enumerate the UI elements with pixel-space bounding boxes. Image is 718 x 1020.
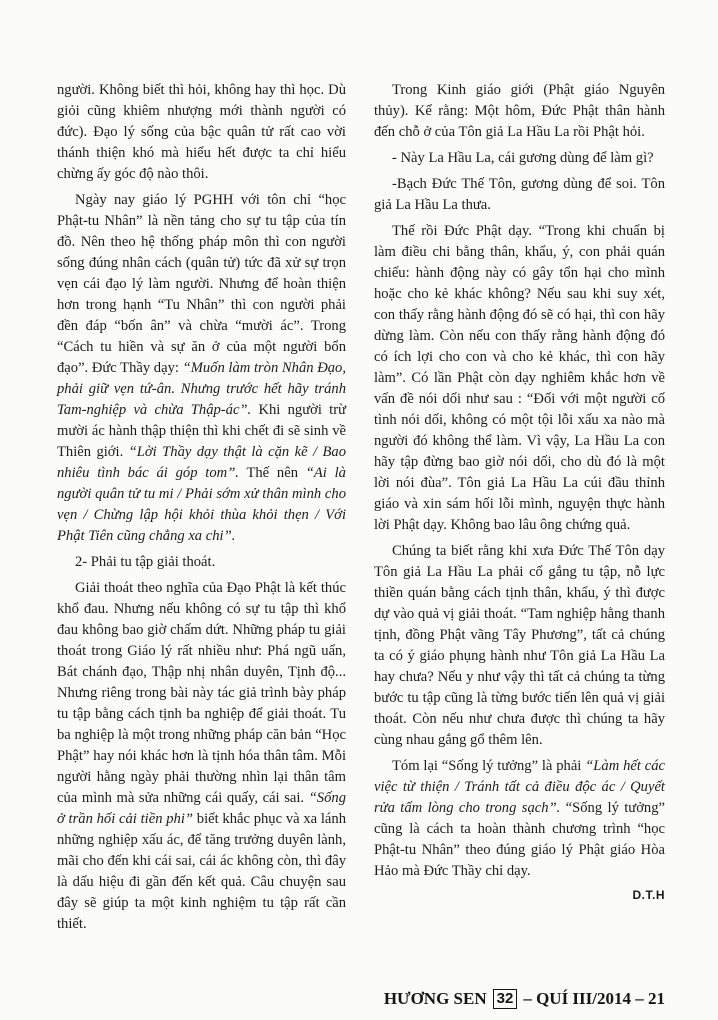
paragraph-text: Chúng ta biết rằng khi xưa Đức Thế Tôn dạy Tôn giả La Hầu La phải cố gắng tu tập, nỗ lực thiền quán bằng cách tịnh thân, khẩu, ý thì được dự vào quả vị giải thoát. “Tam nghiệp hằng thanh tịnh, đồng Phật vãng Tây Phương”, tất cả chúng ta có ý giáo phụng hành như Tôn giả La Hầu La hay chưa? Nếu y như vậy thì tất cả chúng ta từng bước tu tập cũng là từng bước tiến lên quả vị giải thoát. Còn nếu như chưa được thì chúng ta hãy cùng nhau gắng gổ thêm lên. [374,543,665,748]
paragraph-text: Trong Kinh giáo giới (Phật giáo Nguyên thủy). Kể rằng: Một hôm, Đức Phật thân hành đến chỗ ở của Tôn giả La Hầu La rồi Phật hỏi. [374,82,665,140]
dialogue-line [374,148,665,169]
issue-number-box: 32 [493,989,518,1009]
paragraph-pghh-teaching [57,190,346,547]
quote-text: “Ai là người quân tử tu mi / Phải sớm xử thân mình cho vẹn / Chừng lập hội khỏi thùa khỏi thẹn / Với Phật Tiên cũng chẳng xa chi”. [57,465,346,544]
quote-text: “Sống ở trần hối cải tiền phi” [57,790,346,827]
left-column [57,80,346,940]
quote-text: “Muốn làm tròn Nhân Đạo, phải giữ vẹn tứ-ân. Nhưng trước hết hãy tránh Tam-nghiệp và chừa Thập-ác”. [57,360,346,418]
author-signature: D.T.H [632,888,665,902]
paragraph-buddha-teaching [374,221,665,536]
quote-text: “Lời Thầy dạy thật là cặn kẽ / Bao nhiêu tình bác ái góp tom”. [57,444,346,481]
paragraph-text: “Sống lý tưởng” cũng là cách ta hoàn thành chương trình “học Phật-tu Nhân” theo đúng giáo lý Phật giáo Hòa Hảo mà Đức Thầy chỉ dạy. [374,800,665,879]
paragraph-text: - Này La Hầu La, cái gương dùng để làm gì? [392,150,654,166]
section-heading-text: 2- Phải tu tập giải thoát. [75,554,216,570]
paragraph-continuation [57,80,346,185]
dialogue-line [374,174,665,216]
page-footer [384,988,665,1010]
issue-and-page: – QUÍ III/2014 – 21 [523,989,665,1008]
quote-text: “Làm hết các việc từ thiện / Tránh tất cả điều độc ác / Quyết rửa tấm lòng cho trong sạch”. [374,758,665,816]
paragraph-text: Giải thoát theo nghĩa của Đạo Phật là kết thúc khổ đau. Nhưng nếu không có sự tu tập thì khổ đau không bao giờ chấm dứt. Những pháp tu giải thoát trong Giáo lý rất nhiều như: Phá ngũ uẩn, Bát chánh đạo, Thập nhị nhân duyên, Tịnh độ... Nhưng riêng trong bài này tác giả trình bày pháp tu tập bằng cách tịnh ba nghiệp để giải thoát. Tu ba nghiệp là một trong những pháp căn bản “Học Phật” hay nói khác hơn là tịnh hóa thân tâm. Mỗi người hằng ngày phải thường nhìn lại thân tâm của mình mà sửa những cái quấy, cái sai. [57,580,346,806]
paragraph-text: Khi người trừ mười ác hành thập thiện thì khi chết đi sẽ sinh về Thiên giới. [57,402,346,460]
paragraph-story-intro [374,80,665,143]
magazine-name: HƯƠNG SEN [383,989,487,1008]
paragraph-text: Ngày nay giáo lý PGHH với tôn chỉ “học Phật-tu Nhân” là nền tảng cho sự tu tập của tín đồ. Nên theo hệ thống pháp môn thì con người sống đúng nhân cách (quân tử) tức đã xử sự trọn vẹn cái đạo lý làm người. Nhưng để hoàn thiện hơn trong hạnh “Tu Nhân” thì con người phải đền đáp “bốn ân” và chừa “mười ác”. Trong “Cách tu hiền và sự ăn ở của một người bổn đạo”. Đức Thầy dạy: [57,192,346,376]
paragraph-conclusion [374,756,665,882]
section-heading [57,552,346,573]
paragraph-text: người. Không biết thì hỏi, không hay thì học. Dù giỏi cũng khiêm nhượng mới thành người có đức). Đạo lý sống của bậc quân tử rất cao vời thánh thiện khó mà hiểu hết được ta chỉ hiểu chừng ấy góc độ nào thôi. [57,82,346,182]
paragraph-text: -Bạch Đức Thế Tôn, gương dùng để soi. Tôn giả La Hầu La thưa. [374,176,665,213]
paragraph-text: Thế rồi Đức Phật dạy. “Trong khi chuẩn bị làm điều chi bằng thân, khẩu, ý, con phải quán chiếu: hành động này có gây tổn hại cho mình hoặc cho kẻ khác không? Nếu sau khi suy xét, con thấy rằng hành động đó sẽ có hại, thì con hãy dừng làm. Còn nếu con thấy rằng hành động đó có ích lợi cho con và cho kẻ khác, thì con hãy làm”. Có lần Phật còn dạy nghiêm khắc hơn về vấn đề nói dối như sau : “Đối với một người cố tình nói dối, không có một tội lỗi xấu xa nào mà người đó không thể làm. Vì vậy, La Hầu La con hãy tập đừng bao giờ nói dối, cho dù đó là một lời nói đùa”. Tôn giả La Hầu La cúi đầu thỉnh giáo và xin sám hối lỗi mình, nguyện thực hành lời Phật dạy. Không bao lâu ông chứng quả. [374,223,665,533]
paragraph-text: Thế nên [238,465,306,481]
paragraph-text: Tóm lại “Sống lý tưởng” là phải [392,758,586,774]
right-column [374,80,665,903]
paragraph-liberation [57,578,346,935]
paragraph-text: biết khắc phục và xa lánh những nghiệp xấu ác, để tăng trưởng duyên lành, mãi cho đến khi cái sai, cái ác không còn, thì đây là dấu hiệu đi gần đến kết quả. Câu chuyện sau đây sẽ giúp ta một kinh nghiệm tu tập rất cần thiết. [57,811,347,932]
paragraph-reflection [374,541,665,751]
